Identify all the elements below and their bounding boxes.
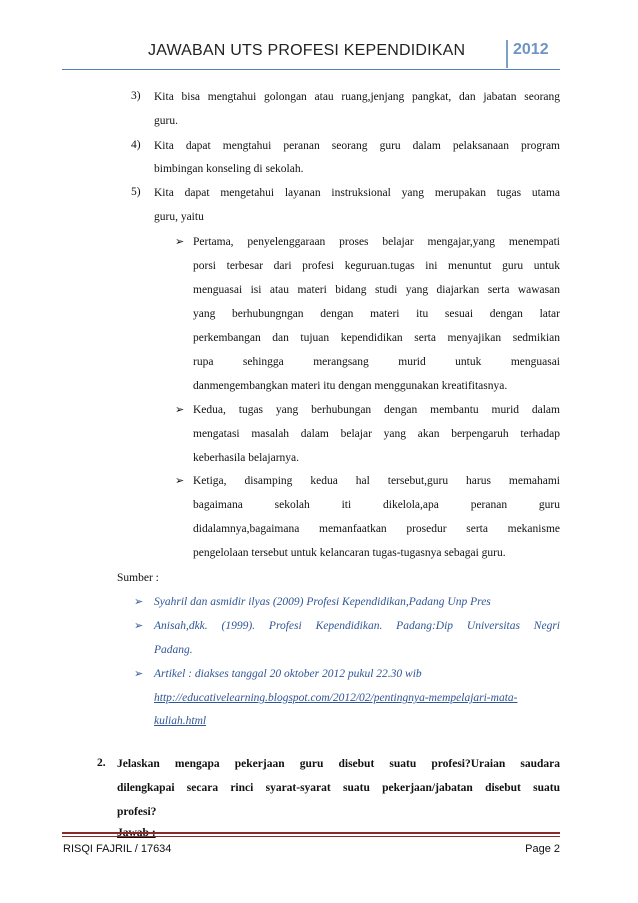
arrow-bullet-icon: ➢ bbox=[175, 475, 185, 487]
page-header bbox=[0, 40, 638, 70]
arrow-bullet-icon: ➢ bbox=[134, 668, 144, 680]
footer-author: RISQI FAJRIL / 17634 bbox=[63, 843, 172, 855]
arrow-bullet-icon: ➢ bbox=[134, 620, 144, 632]
item-line: bimbingan konseling di sekolah. bbox=[154, 163, 304, 175]
bullet-line: yang berhubungngan dengan materi itu sesuai dengan latar bbox=[193, 308, 560, 320]
question-line: dilengkapai secara rinci syarat-syarat suatu pekerjaan/jabatan disebut suatu bbox=[117, 782, 560, 794]
item-number: 3) bbox=[131, 90, 141, 102]
item-line: Kita dapat mengetahui layanan instruksional yang merupakan tugas utama bbox=[154, 187, 560, 199]
sources-label: Sumber : bbox=[117, 572, 159, 584]
item-number: 5) bbox=[131, 186, 141, 198]
footer-rule bbox=[62, 832, 560, 834]
reference-item: Artikel : diakses tanggal 20 oktober 2012 pukul 22.30 wib bbox=[154, 668, 422, 680]
arrow-bullet-icon: ➢ bbox=[175, 236, 185, 248]
item-line: Kita dapat mengtahui peranan seorang guru dalam pelaksanaan program bbox=[154, 140, 560, 152]
bullet-line: menguasai isi atau materi bidang studi yang diajarkan serta wawasan bbox=[193, 284, 560, 296]
bullet-line: rupa sehingga merangsang murid untuk menguasai bbox=[193, 356, 560, 368]
header-year: 2012 bbox=[513, 41, 549, 58]
question-number: 2. bbox=[97, 757, 106, 769]
arrow-bullet-icon: ➢ bbox=[134, 596, 144, 608]
bullet-line: Pertama, penyelenggaraan proses belajar mengajar,yang menempati bbox=[193, 236, 560, 248]
bullet-line: keberhasila belajarnya. bbox=[193, 452, 299, 464]
footer-rule bbox=[62, 836, 560, 837]
bullet-line: danmengembangkan materi itu dengan menggunakan kreatifitasnya. bbox=[193, 380, 508, 392]
header-title: JAWABAN UTS PROFESI KEPENDIDIKAN bbox=[148, 42, 466, 59]
item-number: 4) bbox=[131, 139, 141, 151]
item-line: guru, yaitu bbox=[154, 211, 204, 223]
header-rule bbox=[62, 69, 560, 70]
bullet-line: didalamnya,bagaimana memanfaatkan prosedur serta mekanisme bbox=[193, 523, 560, 535]
bullet-line: pengelolaan tersebut untuk kelancaran tugas-tugasnya sebagai guru. bbox=[193, 547, 506, 559]
bullet-line: mengatasi masalah dalam belajar yang akan berpengaruh terhadap bbox=[193, 428, 560, 440]
reference-link[interactable]: kuliah.html bbox=[154, 715, 207, 727]
reference-item: Anisah,dkk. (1999). Profesi Kependidikan. Padang:Dip Universitas Negri bbox=[154, 620, 560, 632]
header-separator bbox=[506, 40, 508, 68]
item-line: Kita bisa mengtahui golongan atau ruang,jenjang pangkat, dan jabatan seorang bbox=[154, 91, 560, 103]
bullet-line: bagaimana sekolah iti dikelola,apa peranan guru bbox=[193, 499, 560, 511]
question-line: Jelaskan mengapa pekerjaan guru disebut suatu profesi?Uraian saudara bbox=[117, 758, 560, 770]
item-line: guru. bbox=[154, 115, 178, 127]
reference-link[interactable]: http://educativelearning.blogspot.com/2012/02/pentingnya-mempelajari-mata- bbox=[154, 692, 518, 704]
question-line: profesi? bbox=[117, 806, 157, 818]
bullet-line: perkembangan dan tujuan kependidikan serta menyajikan sedmikian bbox=[193, 332, 560, 344]
arrow-bullet-icon: ➢ bbox=[175, 404, 185, 416]
bullet-line: Kedua, tugas yang berhubungan dengan membantu murid dalam bbox=[193, 404, 560, 416]
bullet-line: Ketiga, disamping kedua hal tersebut,guru harus memahami bbox=[193, 475, 560, 487]
reference-item: Syahril dan asmidir ilyas (2009) Profesi Kependidikan,Padang Unp Pres bbox=[154, 596, 491, 608]
page-number: Page 2 bbox=[525, 843, 560, 855]
reference-item: Padang. bbox=[154, 644, 193, 656]
bullet-line: porsi terbesar dari profesi keguruan.tugas ini menuntut guru untuk bbox=[193, 260, 560, 272]
